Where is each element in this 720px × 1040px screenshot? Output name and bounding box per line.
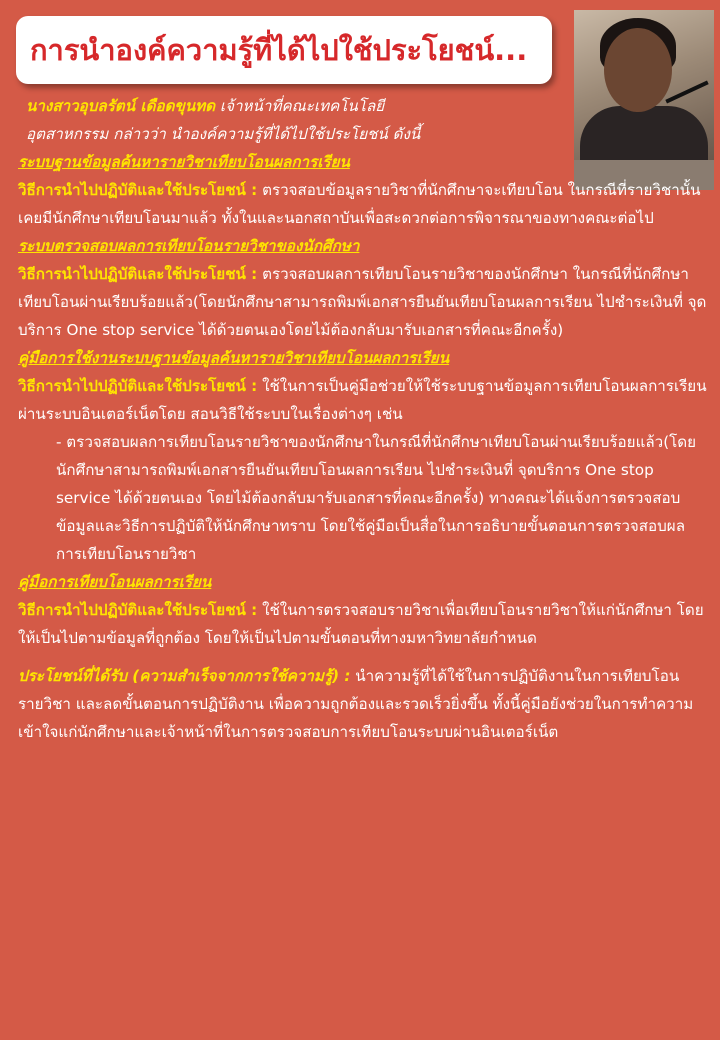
section-heading-4: คู่มือการเทียบโอนผลการเรียน [18,573,212,591]
staff-name: นางสาวอุบลรัตน์ เดือดขุนทด [26,97,216,115]
section-body-3 [18,372,708,428]
section-body-4 [18,596,708,652]
benefit-text: นำความรู้ที่ได้ใช้ในการปฏิบัติงานในการเทียบโอนรายวิชา และลดขั้นตอนการปฏิบัติงาน เพื่อความถูกต้องและรวดเร็วยิ่งขึ้น ทั้งนี้คู่มือยังช่วยในการทำความเข้าใจแก่นักศึกษาและเจ้าหน้าที่ในการตรวจสอบการเทียบโอนระบบผ่านอินเตอร์เน็ต [18,667,694,741]
method-label: วิธีการนำไปปฏิบัติและใช้ประโยชน์ : [18,181,258,199]
section-heading-3: คู่มือการใช้งานระบบฐานข้อมูลค้นหารายวิชาเทียบโอนผลการเรียน [18,349,450,367]
intro [18,92,566,148]
page-title: การนำองค์ความรู้ที่ได้ไปใช้ประโยชน์... [30,33,528,67]
benefit [18,662,708,746]
section-body-1 [18,176,708,232]
section-text: ใช้ในการตรวจสอบรายวิชาเพื่อเทียบโอนรายวิชาให้แก่นักศึกษา โดยให้เป็นไปตามข้อมูลที่ถูกต้อง โดยให้เป็นไปตามขั้นตอนที่ทางมหาวิทยาลัยกำหนด [18,601,704,647]
title-banner [16,16,552,84]
section-text: ตรวจสอบผลการเทียบโอนรายวิชาของนักศึกษา ในกรณีที่นักศึกษาเทียบโอนผ่านเรียบร้อยแล้ว(โดยนักศึกษาสามารถพิมพ์เอกสารยืนยันเทียบโอนผลการเรียน ไปชำระเงินที่ จุดบริการ One stop service ได้ด้วยตนเองโดยไม้ต้องกลับมารับเอกสารที่คณะอีกครั้ง) [18,265,707,339]
method-label: วิธีการนำไปปฏิบัติและใช้ประโยชน์ : [18,601,258,619]
section-heading-1: ระบบฐานข้อมูลค้นหารายวิชาเทียบโอนผลการเรียน [18,153,350,171]
section-text: ใช้ในการเป็นคู่มือช่วยให้ใช้ระบบฐานข้อมูลการเทียบโอนผลการเรียนผ่านระบบอินเตอร์เน็ตโดย สอนวิธีใช้ระบบในเรื่องต่างๆ เช่น [18,377,707,423]
intro-line2: อุตสาหกรรม กล่าวว่า นำองค์ความรู้ที่ได้ไปใช้ประโยชน์ ดังนี้ [26,125,421,143]
section-text: ตรวจสอบข้อมูลรายวิชาที่นักศึกษาจะเทียบโอน ในกรณีที่รายวิชานั้นเคยมีนักศึกษาเทียบโอนมาแล้ว ทั้งในและนอกสถาบันเพื่อสะดวกต่อการพิจารณาของทางคณะต่อไป [18,181,701,227]
article-body [18,92,708,746]
method-label: วิธีการนำไปปฏิบัติและใช้ประโยชน์ : [18,265,258,283]
benefit-label: ประโยชน์ที่ได้รับ (ความสำเร็จจากการใช้ความรู้) : [18,667,351,685]
method-label: วิธีการนำไปปฏิบัติและใช้ประโยชน์ : [18,377,258,395]
intro-line1: เจ้าหน้าที่คณะเทคโนโลยี [215,97,385,115]
section-bullet-3: - ตรวจสอบผลการเทียบโอนรายวิชาของนักศึกษาในกรณีที่นักศึกษาเทียบโอนผ่านเรียบร้อยแล้ว(โดยนักศึกษาสามารถพิมพ์เอกสารยืนยันเทียบโอนผลการเรียน ไปชำระเงินที่ จุดบริการ One stop service ได้ด้วยตนเอง โดยไม้ต้องกลับมารับเอกสารที่คณะอีกครั้ง) ทางคณะได้แจ้งการตรวจสอบข้อมูลและวิธีการปฏิบัติให้นักศึกษาทราบ โดยใช้คู่มือเป็นสื่อในการอธิบายขั้นตอนการตรวจสอบผลการเทียบโอนรายวิชา [56,433,697,563]
section-heading-2: ระบบตรวจสอบผลการเทียบโอนรายวิชาของนักศึกษา [18,237,360,255]
section-body-2 [18,260,708,344]
